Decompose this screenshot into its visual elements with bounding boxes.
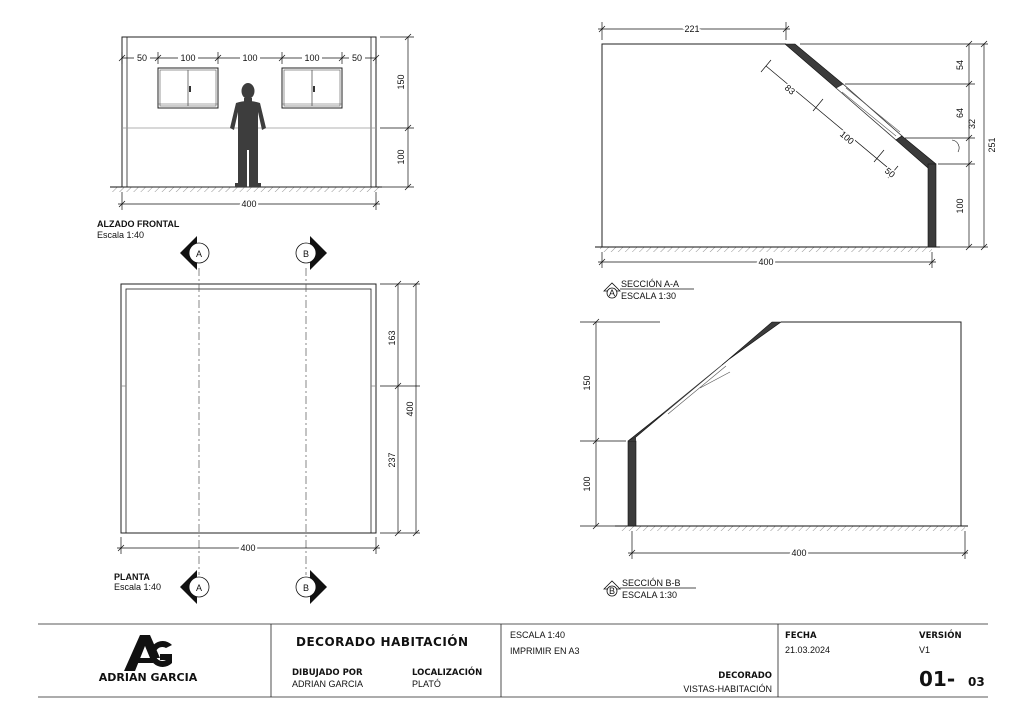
plan-outline — [121, 284, 376, 533]
section-a-scale: ESCALA 1:30 — [621, 291, 677, 301]
section-a-outline — [602, 44, 786, 247]
logo-name: ADRIAN GARCIA — [98, 671, 198, 684]
section-a-dim-32: 32 — [967, 118, 977, 130]
section-a-dim-50: 50 — [882, 165, 897, 180]
section-a-label — [604, 279, 694, 301]
location-value: PLATÓ — [412, 679, 441, 689]
front-dim-top-3: 100 — [242, 53, 258, 63]
roof-slope-lower — [896, 136, 936, 168]
section-a-dim-83: 83 — [782, 82, 797, 97]
front-dim-top-5: 50 — [351, 53, 363, 63]
front-dim-right-lower: 100 — [396, 149, 406, 165]
svg-text:B: B — [608, 586, 616, 596]
plan-dim-400-right: 400 — [405, 401, 415, 417]
set-label: DECORADO — [718, 671, 772, 681]
front-dim-top-2: 100 — [180, 53, 196, 63]
section-a-dim-221: 221 — [684, 24, 700, 34]
section-b-dim-bottom: 400 — [791, 548, 807, 558]
front-dim-top-4: 100 — [304, 53, 320, 63]
svg-text:B: B — [302, 583, 310, 593]
sheet-sub: 03 — [968, 675, 985, 689]
section-b-scale: ESCALA 1:30 — [622, 590, 678, 600]
version-label: VERSIÓN — [919, 631, 962, 641]
plan-dim-bottom: 400 — [240, 543, 256, 553]
section-b-dim-150: 150 — [582, 375, 592, 391]
ground-hatch — [112, 187, 380, 192]
section-b-label — [604, 578, 696, 600]
drawn-by-label: DIBUJADO POR — [292, 668, 363, 678]
front-dim-bottom: 400 — [241, 199, 257, 209]
knee-wall — [928, 164, 936, 247]
version-value: V1 — [919, 645, 931, 655]
section-b-left-dims — [580, 319, 660, 529]
section-a-title: SECCIÓN A-A — [621, 279, 680, 289]
drawn-by-value: ADRIAN GARCIA — [292, 679, 364, 689]
section-b-knee-wall — [628, 441, 636, 526]
section-marker-b-top — [296, 236, 327, 270]
section-b-roof — [722, 322, 781, 365]
section-marker-a-top — [180, 236, 209, 270]
section-b-skylight — [662, 360, 728, 414]
plan-dim-163: 163 — [387, 330, 397, 346]
section-a-dim-bottom: 400 — [758, 257, 774, 267]
project-title: DECORADO HABITACIÓN — [296, 635, 469, 649]
front-dim-right-upper: 150 — [396, 74, 406, 90]
section-a-dim-54: 54 — [955, 59, 965, 71]
front-elevation-scale: Escala 1:40 — [97, 230, 145, 240]
window-left — [158, 68, 218, 108]
print-value: IMPRIMIR EN A3 — [510, 646, 580, 656]
svg-text:A: A — [195, 249, 203, 259]
front-elevation — [97, 34, 414, 240]
roof-slope-upper — [785, 44, 843, 88]
plan-scale: Escala 1:40 — [114, 582, 162, 592]
svg-text:A: A — [608, 288, 616, 298]
title-block — [38, 624, 988, 697]
plan-title: PLANTA — [114, 572, 150, 582]
front-dim-top-1: 50 — [136, 53, 148, 63]
svg-text:B: B — [302, 249, 310, 259]
section-b-outline — [781, 322, 961, 526]
sheet-number: 01- — [919, 667, 956, 691]
section-marker-a-bottom — [180, 570, 209, 604]
section-marker-b-bottom — [296, 570, 327, 604]
section-a-dim-100: 100 — [955, 198, 965, 214]
set-value: VISTAS-HABITACIÓN — [683, 684, 772, 694]
location-label: LOCALIZACIÓN — [412, 668, 483, 678]
date-value: 21.03.2024 — [785, 645, 831, 655]
front-elevation-title: ALZADO FRONTAL — [97, 219, 180, 229]
scale-value: ESCALA 1:40 — [510, 630, 566, 640]
ag-logo-icon — [124, 635, 172, 671]
date-label: FECHA — [785, 631, 817, 641]
section-b-title: SECCIÓN B-B — [622, 578, 681, 588]
svg-text:A: A — [195, 583, 203, 593]
front-right-dimensions — [380, 34, 414, 190]
section-a-dim-64: 64 — [955, 107, 965, 119]
window-right — [282, 68, 342, 108]
section-b-dim-100: 100 — [582, 476, 592, 492]
section-a-dim-slope-100: 100 — [837, 129, 856, 147]
floor-plan — [114, 236, 420, 604]
section-a — [595, 22, 997, 301]
plan-dim-237: 237 — [387, 452, 397, 468]
section-a-dim-251: 251 — [987, 137, 997, 153]
section-b — [580, 319, 968, 600]
